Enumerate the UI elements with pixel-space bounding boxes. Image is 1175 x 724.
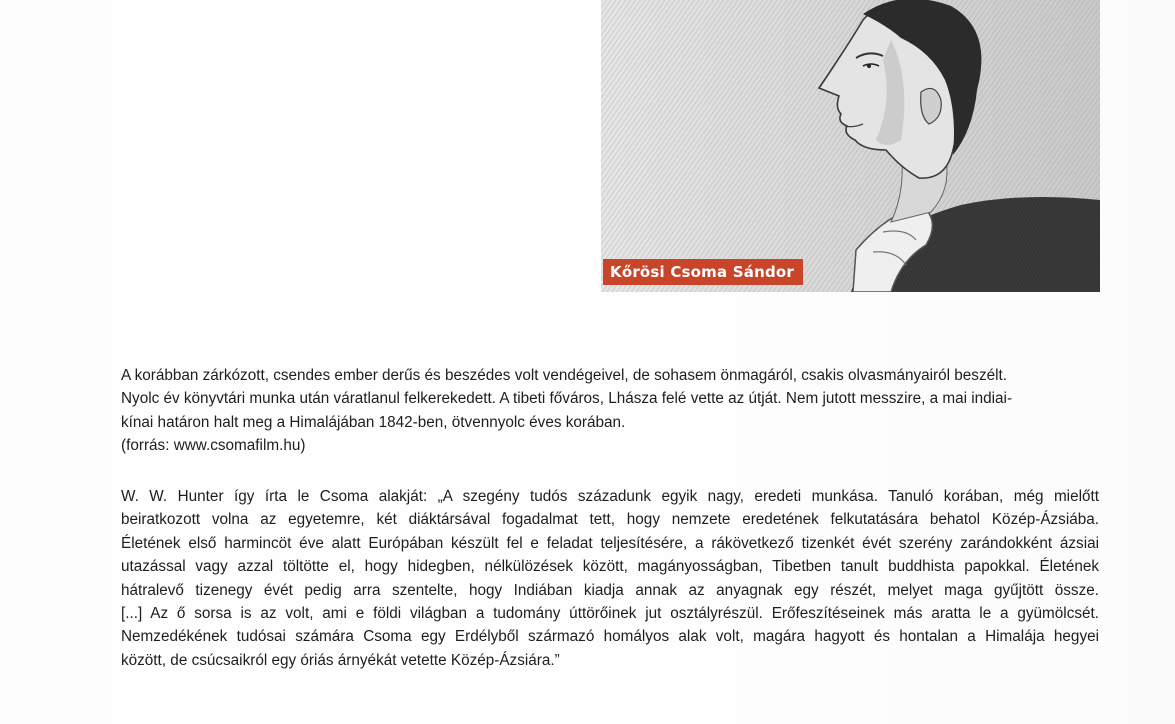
quote-line: Életének első harmincöt éve alatt Európában készült fel e feladat teljesítésére, a rákövetkező tizenkét évét szerény zarándokként ázsiai xyxy=(121,534,1099,552)
quote-line: között, de csúcsaikról egy óriás árnyékát vetette Közép-Ázsiára.” xyxy=(121,651,560,669)
paragraph-hunter-quote xyxy=(121,485,1099,672)
quote-line: beiratkozott volna az egyetemre, két diáktársával fogadalmat tett, hogy nemzete eredetének felkutatására behatol Közép-Ázsiába. xyxy=(121,511,1099,529)
portrait-caption: Kőrösi Csoma Sándor xyxy=(603,259,803,285)
paragraph-biography xyxy=(121,364,1099,458)
paragraph-line: Nyolc év könyvtári munka után váratlanul felkerekedett. A tibeti főváros, Lhásza felé vette az útját. Nem jutott messzire, a mai indiai- xyxy=(121,390,1013,408)
paragraph-line: A korábban zárkózott, csendes ember derűs és beszédes volt vendégeivel, de sohasem önmagáról, csakis olvasmányairól beszélt. xyxy=(121,367,1007,384)
quote-line: hátralevő tizenegy évét pedig arra szentelte, hogy Indiában kiadja annak az anyagnak egy részét, melyet maga gyűjtött össze. xyxy=(121,581,1099,599)
paragraph-line: kínai határon halt meg a Himalájában 1842-ben, ötvennyolc éves korában. xyxy=(121,413,626,431)
quote-line: utazással vagy azzal töltötte el, hogy hidegben, nélkülözések között, magányosságban, Tibetben tanult buddhista papokkal. Életének xyxy=(121,558,1099,576)
quote-line: Nemzedékének tudósai számára Csoma egy Erdélyből származó homályos alak volt, magára hagyott és hontalan a Himalája hegyei xyxy=(121,628,1099,646)
quote-line: [...] Az ő sorsa is az volt, ami e földi világban a tudomány úttörőinek jut osztályrészül. Erőfeszítéseinek más aratta le a gyümölcsét. xyxy=(121,604,1099,622)
portrait-engraving xyxy=(601,0,1100,292)
source-citation: (forrás: www.csomafilm.hu) xyxy=(121,437,306,455)
quote-line: W. W. Hunter így írta le Csoma alakját: „A szegény tudós századunk egyik nagy, eredeti munkása. Tanuló korában, még mielőtt xyxy=(121,488,1099,505)
portrait-figure xyxy=(601,0,1100,292)
